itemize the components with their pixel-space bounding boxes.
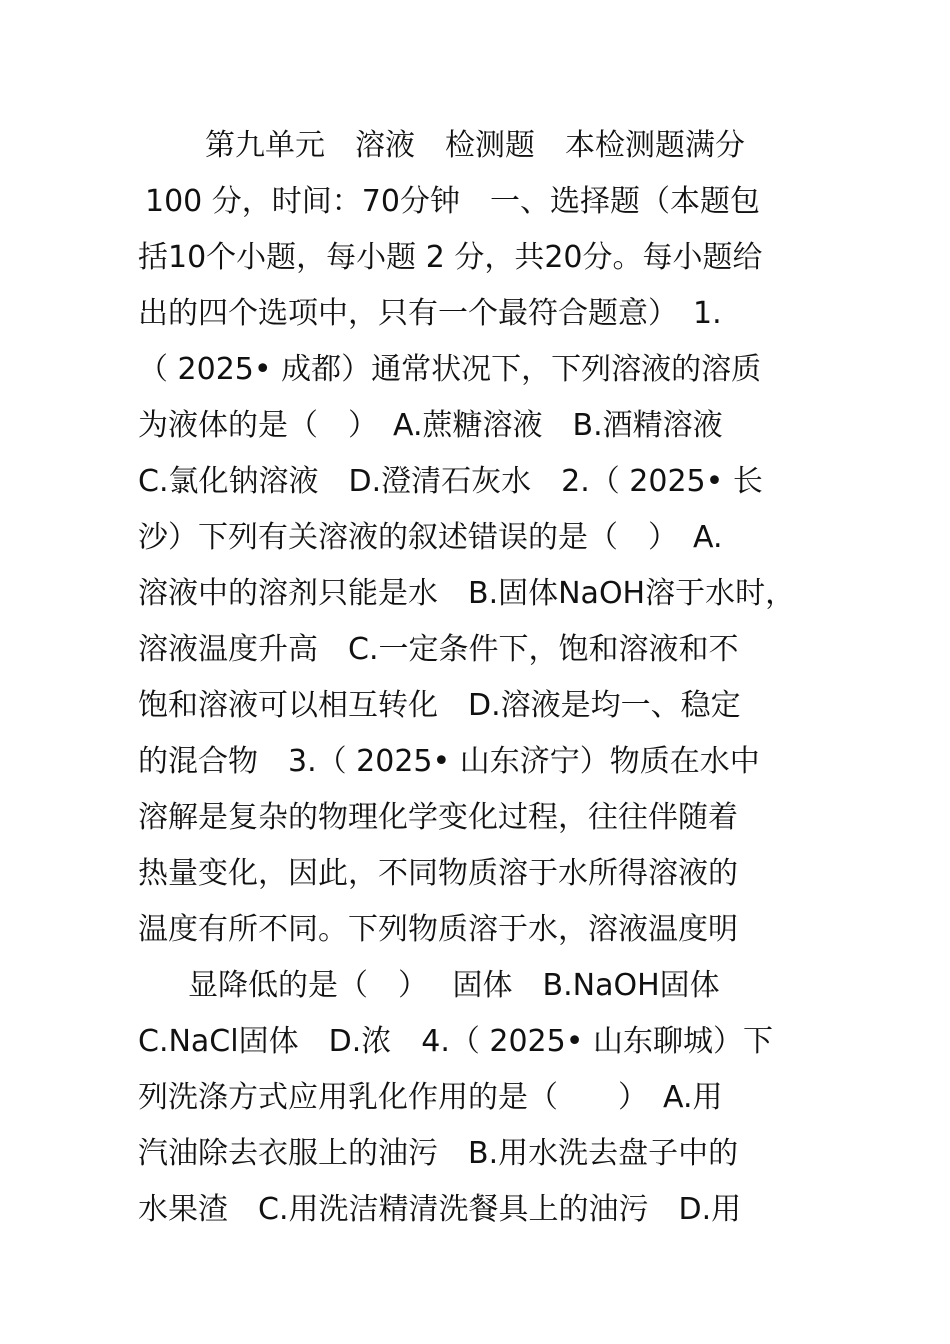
text-line-4: 出的四个选项中，只有一个最符合题意） 1. [138,296,722,331]
text-line-9: 溶液中的溶剂只能是水 B.固体NaOH溶于水时， [138,576,796,611]
text-line-15: 温度有所不同。下列物质溶于水，溶液温度明 [138,912,738,947]
text-line-5: （ 2025• 成都）通常状况下，下列溶液的溶质 [138,352,762,387]
text-line-6: 为液体的是（ ） A.蔗糖溶液 B.酒精溶液 [138,408,723,443]
text-line-2: 100 分，时间：70分钟 一、选择题（本题包 [145,184,760,219]
text-line-16: 显降低的是（ ） 固体 B.NaOH固体 [188,968,720,1003]
text-line-13: 溶解是复杂的物理化学变化过程，往往伴随着 [138,800,738,835]
text-line-20: 水果渣 C.用洗洁精清洗餐具上的油污 D.用 [138,1192,742,1227]
text-line-1: 第九单元 溶液 检测题 本检测题满分 [205,128,745,163]
text-line-3: 括10个小题，每小题 2 分，共20分。每小题给 [138,240,763,275]
text-line-10: 溶液温度升高 C.一定条件下，饱和溶液和不 [138,632,739,667]
text-line-12: 的混合物 3.（ 2025• 山东济宁）物质在水中 [138,744,760,779]
text-line-11: 饱和溶液可以相互转化 D.溶液是均一、稳定 [138,688,741,723]
text-line-19: 汽油除去衣服上的油污 B.用水洗去盘子中的 [138,1136,739,1171]
text-line-18: 列洗涤方式应用乳化作用的是（ ） A.用 [138,1080,723,1115]
text-line-7: C.氯化钠溶液 D.澄清石灰水 2.（ 2025• 长 [138,464,763,499]
text-line-8: 沙）下列有关溶液的叙述错误的是（ ） A. [138,520,723,555]
text-line-17: C.NaCl固体 D.浓 4.（ 2025• 山东聊城）下 [138,1024,773,1059]
text-line-14: 热量变化，因此，不同物质溶于水所得溶液的 [138,856,738,891]
